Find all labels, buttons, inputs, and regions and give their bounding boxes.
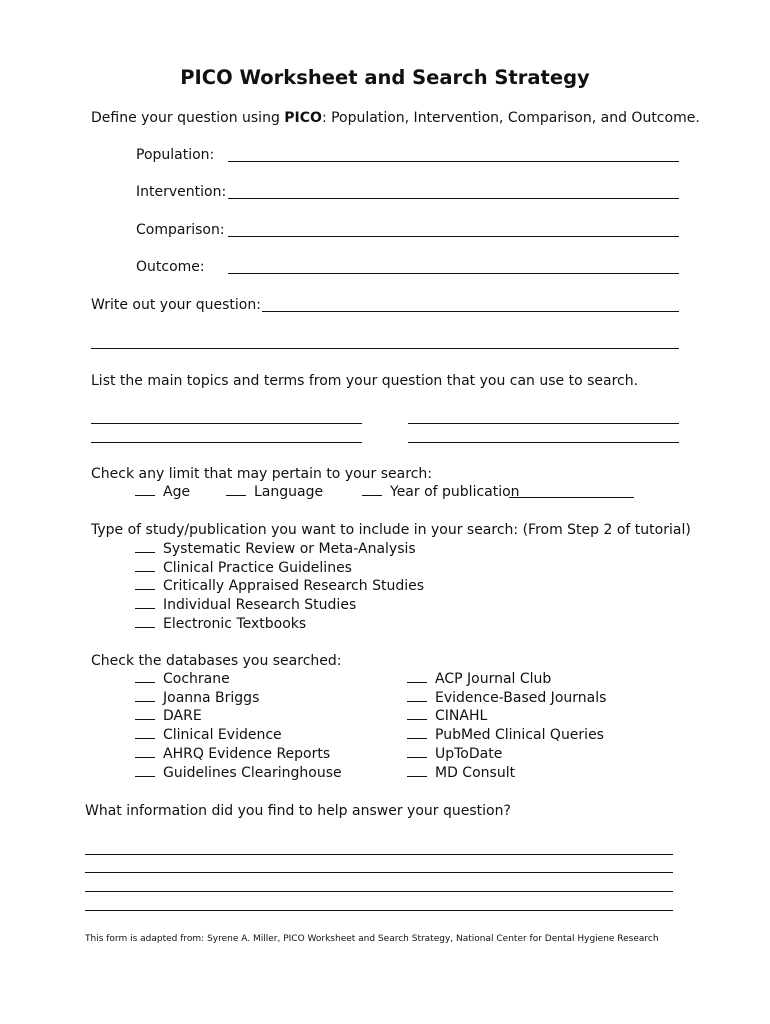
checkbox-blank[interactable] xyxy=(135,577,155,590)
study-type-label: Electronic Textbooks xyxy=(163,615,307,632)
checkbox-blank[interactable] xyxy=(226,483,246,496)
population-line[interactable] xyxy=(228,161,679,162)
intervention-label: Intervention: xyxy=(136,184,227,200)
database-item[interactable] xyxy=(135,689,342,708)
checkbox-blank[interactable] xyxy=(135,689,155,702)
limit-age-label: Age xyxy=(163,484,191,500)
database-label: Guidelines Clearinghouse xyxy=(163,764,342,781)
page-title: PICO Worksheet and Search Strategy xyxy=(180,66,590,89)
checkbox-blank[interactable] xyxy=(135,745,155,758)
checkbox-blank[interactable] xyxy=(135,707,155,720)
outcome-line[interactable] xyxy=(228,273,679,274)
info-line-2[interactable] xyxy=(85,872,673,873)
checkbox-blank[interactable] xyxy=(135,615,155,628)
database-item[interactable] xyxy=(407,726,606,745)
checkbox-blank[interactable] xyxy=(135,596,155,609)
study-type-label: Critically Appraised Research Studies xyxy=(163,578,425,595)
intro-after: : Population, Intervention, Comparison, and Outcome. xyxy=(321,110,700,126)
checkbox-blank[interactable] xyxy=(135,764,155,777)
database-item[interactable] xyxy=(135,745,342,764)
checkbox-blank[interactable] xyxy=(407,726,427,739)
topic-line-1[interactable] xyxy=(91,423,362,424)
database-item[interactable] xyxy=(407,707,606,726)
study-type-item[interactable] xyxy=(135,577,424,596)
study-type-label: Individual Research Studies xyxy=(163,597,357,614)
info-label: What information did you find to help answer your question? xyxy=(85,803,511,819)
population-label: Population: xyxy=(136,147,215,163)
study-type-item[interactable] xyxy=(135,615,424,634)
database-label: Evidence-Based Journals xyxy=(435,689,607,706)
checkbox-blank[interactable] xyxy=(135,559,155,572)
topic-line-2[interactable] xyxy=(408,423,679,424)
database-label: Clinical Evidence xyxy=(163,727,282,744)
question-line-2[interactable] xyxy=(91,348,679,349)
database-label: CINAHL xyxy=(435,708,488,725)
limit-year-label: Year of publication xyxy=(390,484,520,500)
database-item[interactable] xyxy=(135,707,342,726)
study-type-item[interactable] xyxy=(135,596,424,615)
limit-year[interactable] xyxy=(362,483,520,502)
checkbox-blank[interactable] xyxy=(407,689,427,702)
year-line[interactable] xyxy=(509,497,634,498)
study-type-item[interactable] xyxy=(135,559,424,578)
database-item[interactable] xyxy=(135,670,342,689)
info-line-3[interactable] xyxy=(85,891,673,892)
study-types-label: Type of study/publication you want to include in your search: (From Step 2 of tutorial) xyxy=(91,522,691,538)
databases-left-list xyxy=(135,670,342,782)
checkbox-blank[interactable] xyxy=(407,764,427,777)
intro-before: Define your question using xyxy=(91,110,285,126)
checkbox-blank[interactable] xyxy=(135,670,155,683)
checkbox-blank[interactable] xyxy=(362,483,382,496)
study-type-label: Systematic Review or Meta-Analysis xyxy=(163,541,416,557)
limit-language-label: Language xyxy=(254,484,324,500)
study-type-label: Clinical Practice Guidelines xyxy=(163,559,352,576)
limit-age[interactable] xyxy=(135,483,190,502)
database-label: PubMed Clinical Queries xyxy=(435,727,604,744)
database-item[interactable] xyxy=(407,689,606,708)
topics-label: List the main topics and terms from your question that you can use to search. xyxy=(91,373,639,389)
intro-text xyxy=(91,110,700,127)
database-label: DARE xyxy=(163,708,202,725)
database-item[interactable] xyxy=(407,764,606,783)
database-item[interactable] xyxy=(135,726,342,745)
question-line-1[interactable] xyxy=(262,311,679,312)
database-label: AHRQ Evidence Reports xyxy=(163,745,331,762)
comparison-label: Comparison: xyxy=(136,222,225,238)
intervention-line[interactable] xyxy=(228,198,679,199)
checkbox-blank[interactable] xyxy=(135,540,155,553)
databases-right-list xyxy=(407,670,606,782)
info-line-4[interactable] xyxy=(85,910,673,911)
database-item[interactable] xyxy=(135,764,342,783)
outcome-label: Outcome: xyxy=(136,259,205,275)
database-label: Joanna Briggs xyxy=(163,689,260,706)
checkbox-blank[interactable] xyxy=(407,745,427,758)
database-item[interactable] xyxy=(407,745,606,764)
question-label: Write out your question: xyxy=(91,297,261,313)
checkbox-blank[interactable] xyxy=(135,726,155,739)
database-item[interactable] xyxy=(407,670,606,689)
database-label: MD Consult xyxy=(435,764,516,781)
databases-label: Check the databases you searched: xyxy=(91,653,342,669)
checkbox-blank[interactable] xyxy=(407,707,427,720)
study-types-list xyxy=(135,540,424,634)
database-label: Cochrane xyxy=(163,671,230,687)
database-label: ACP Journal Club xyxy=(435,671,552,687)
study-type-item[interactable] xyxy=(135,540,424,559)
checkbox-blank[interactable] xyxy=(407,670,427,683)
intro-bold: PICO xyxy=(284,110,322,126)
comparison-line[interactable] xyxy=(228,236,679,237)
topic-line-3[interactable] xyxy=(91,442,362,443)
footer-attribution: This form is adapted from: Syrene A. Miller, PICO Worksheet and Search Strategy, National Center for Dental Hygiene Research xyxy=(85,934,659,944)
info-line-1[interactable] xyxy=(85,854,673,855)
limit-language[interactable] xyxy=(226,483,323,502)
database-label: UpToDate xyxy=(435,745,503,762)
topic-line-4[interactable] xyxy=(408,442,679,443)
limits-label: Check any limit that may pertain to your search: xyxy=(91,466,432,482)
checkbox-blank[interactable] xyxy=(135,483,155,496)
